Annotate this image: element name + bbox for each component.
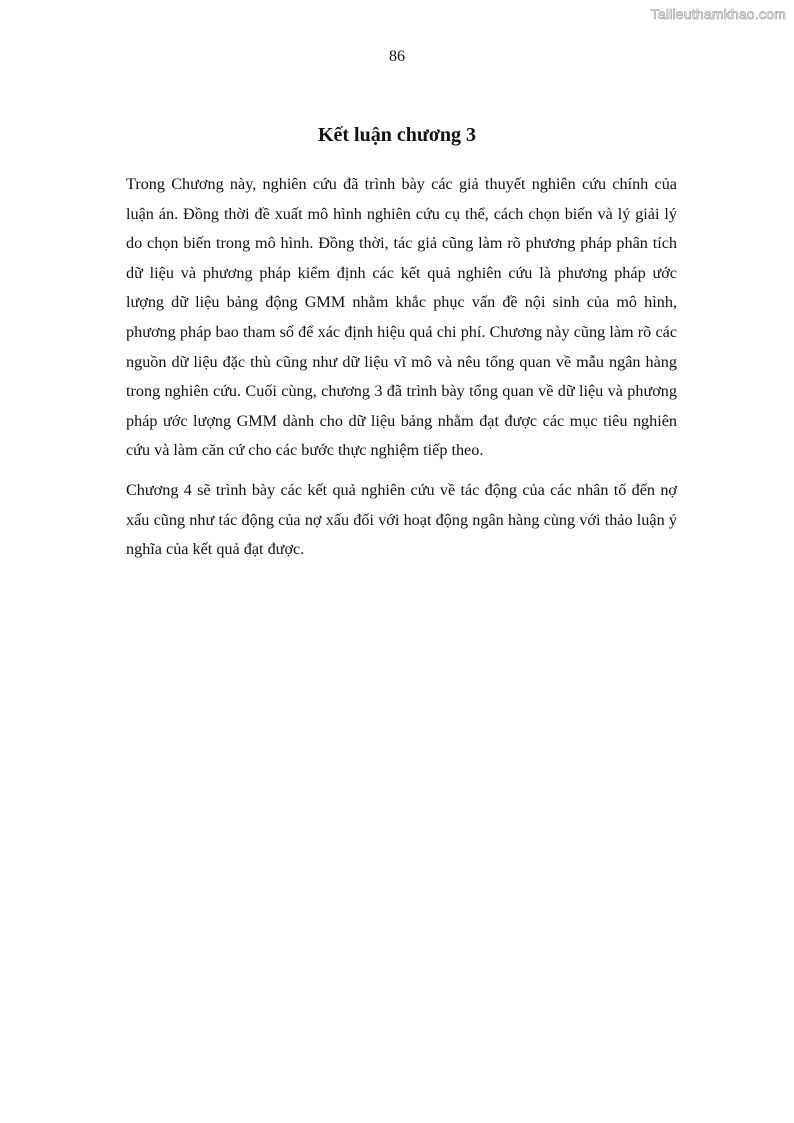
body-text xyxy=(126,170,677,565)
chapter-conclusion-title: Kết luận chương 3 xyxy=(317,124,477,146)
page-number: 86 xyxy=(389,48,405,65)
paragraph-summary: Trong Chương này, nghiên cứu đã trình bày các giả thuyết nghiên cứu chính của luận án. Đồng thời đề xuất mô hình nghiên cứu cụ thể, cách chọn biến và lý giải lý do chọn biến trong mô hình. Đồng thời, tác giả cũng làm rõ phương pháp phân tích dữ liệu và phương pháp kiểm định các kết quả nghiên cứu là phương pháp ước lượng dữ liệu bảng động GMM nhằm khắc phục vấn đề nội sinh của mô hình, phương pháp bao tham số để xác định hiệu quả chi phí. Chương này cũng làm rõ các nguồn dữ liệu đặc thù cũng như dữ liệu vĩ mô và nêu tổng quan về mẫu ngân hàng trong nghiên cứu. Cuối cùng, chương 3 đã trình bày tổng quan về dữ liệu và phương pháp ước lượng GMM dành cho dữ liệu bảng nhằm đạt được các mục tiêu nghiên cứu và làm căn cứ cho các bước thực nghiệm tiếp theo. xyxy=(126,175,677,460)
watermark-text: Tailieuthamkhao.com xyxy=(650,6,786,22)
paragraph-next-chapter: Chương 4 sẽ trình bày các kết quả nghiên cứu về tác động của các nhân tố đến nợ xấu cũng như tác động của nợ xấu đối với hoạt động ngân hàng cùng với thảo luận ý nghĩa của kết quả đạt được. xyxy=(126,480,677,559)
